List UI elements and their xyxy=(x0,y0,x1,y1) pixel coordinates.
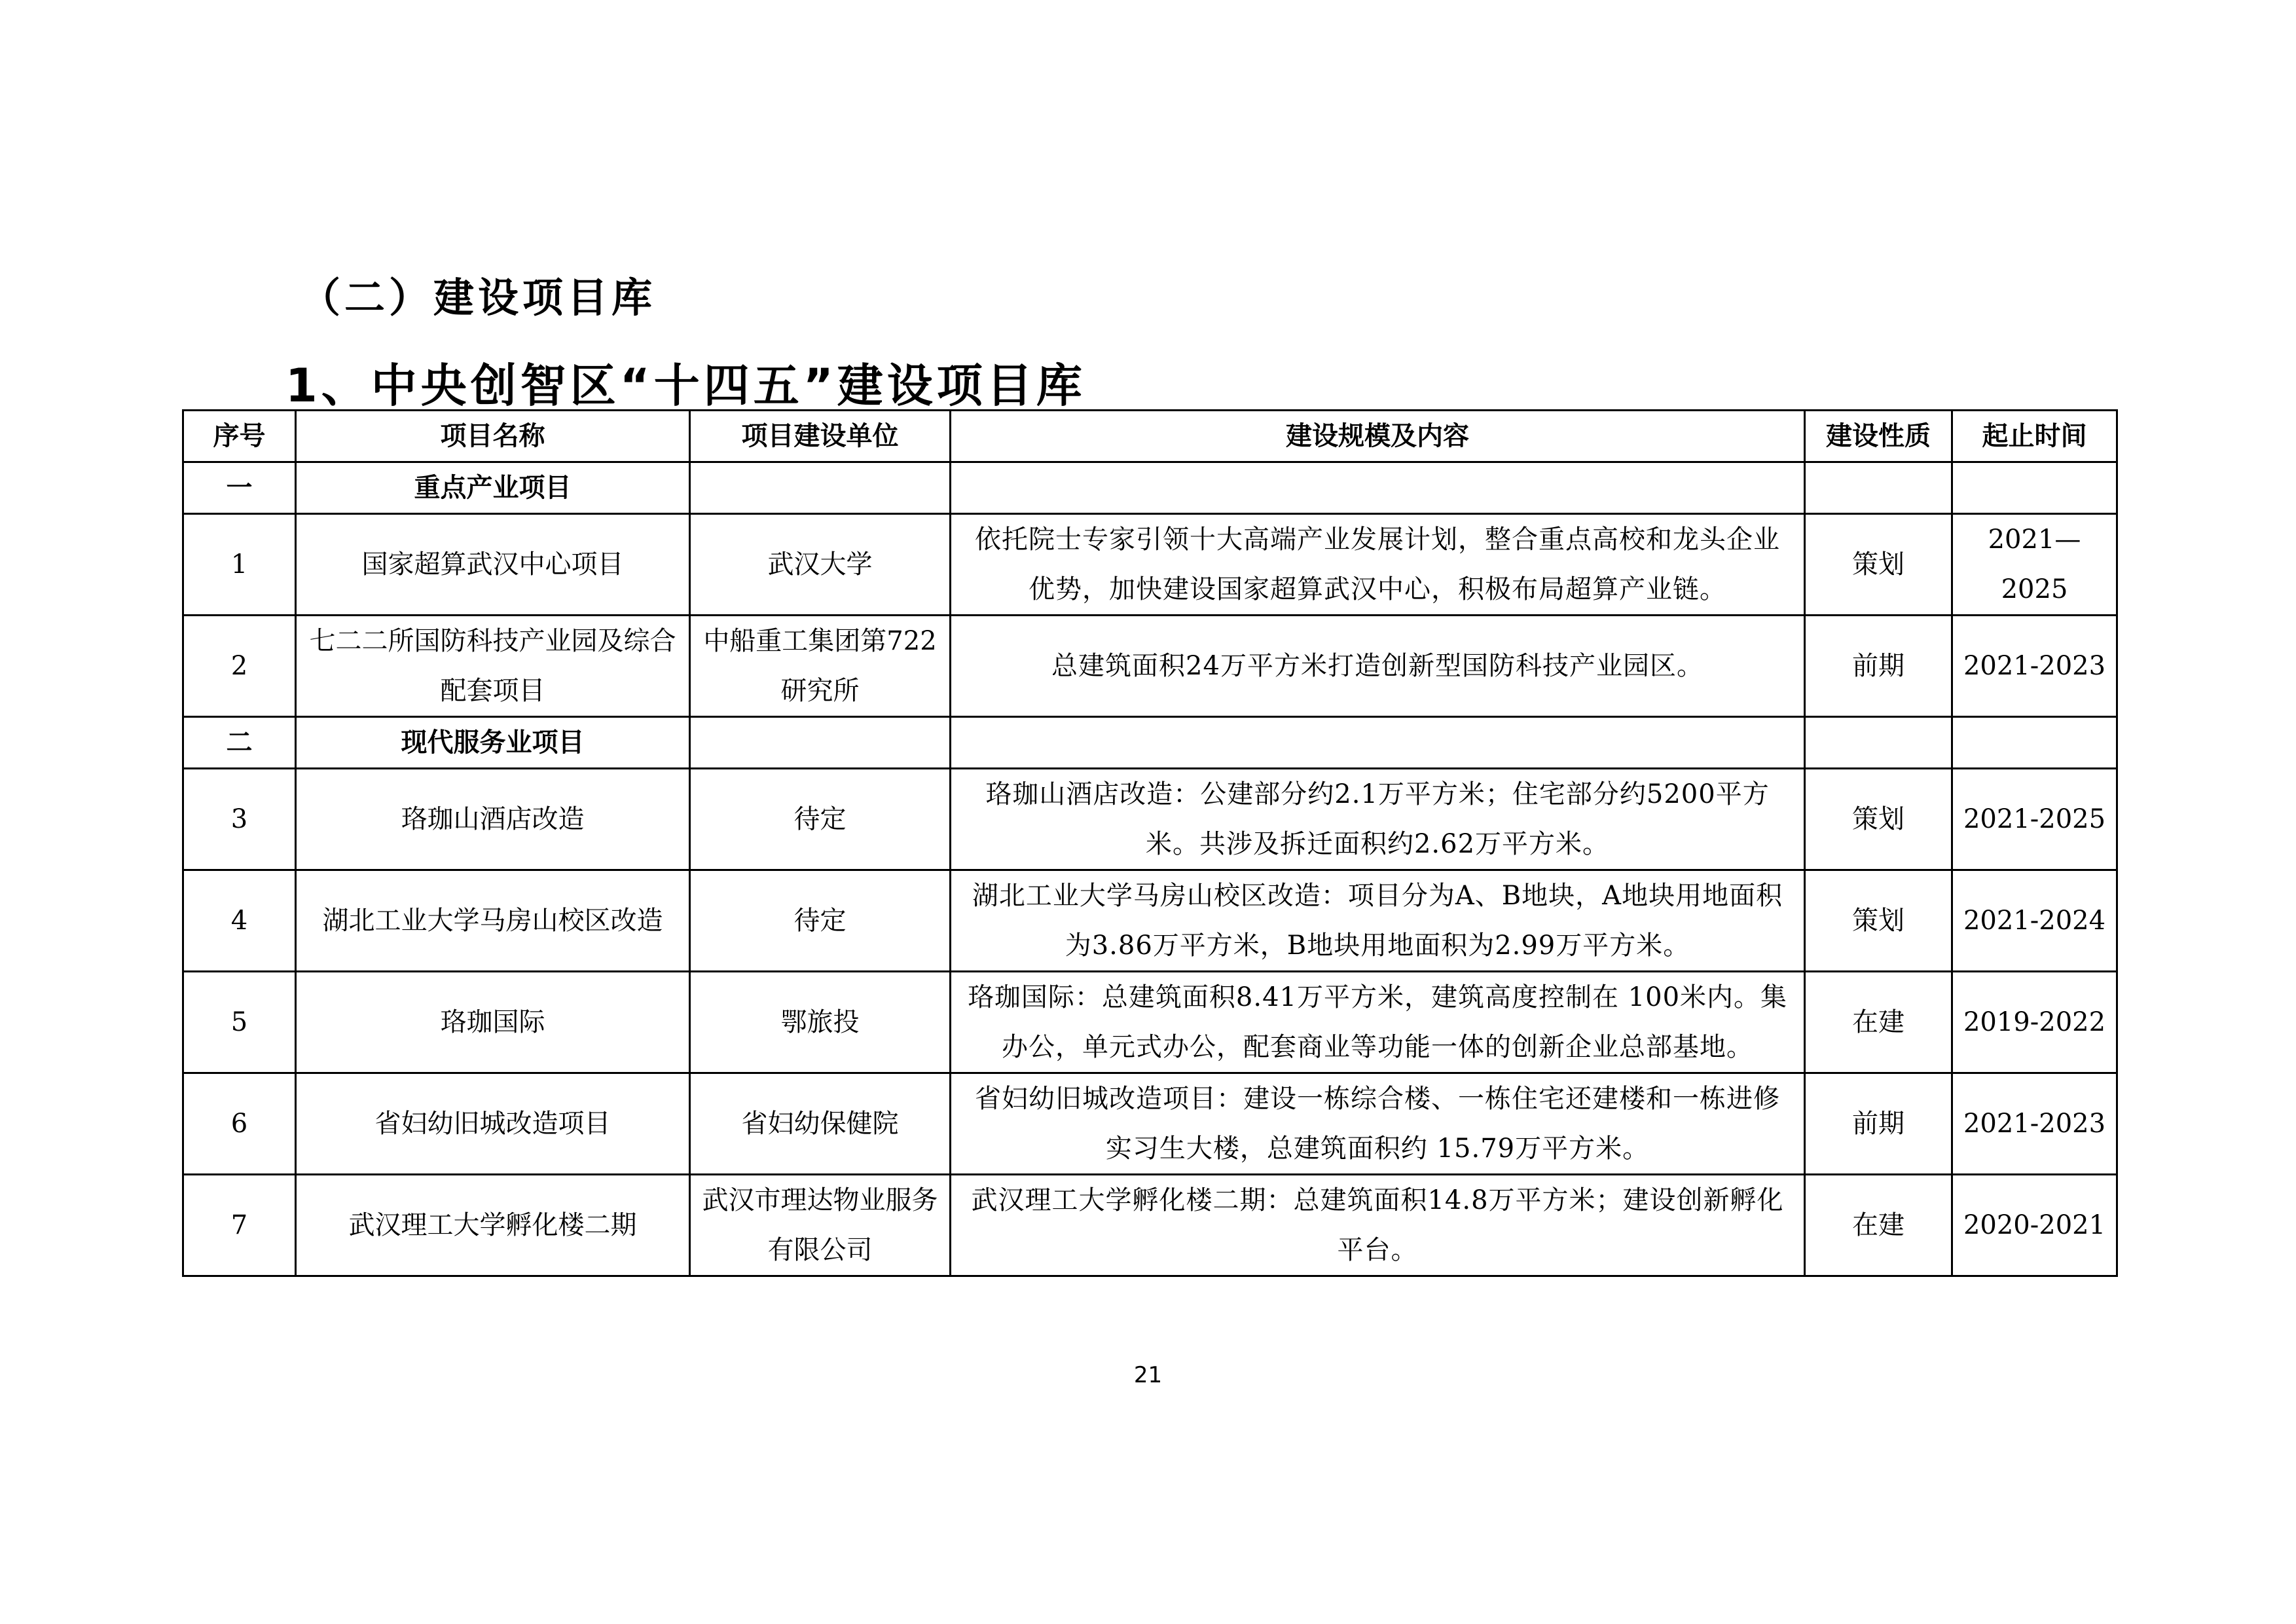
row-period: 2021-2023 xyxy=(1952,1073,2117,1175)
row-name: 湖北工业大学马房山校区改造 xyxy=(296,870,690,972)
row-period: 2021-2023 xyxy=(1952,616,2117,717)
row-nature: 前期 xyxy=(1805,616,1952,717)
project-table xyxy=(182,409,2118,1277)
row-period: 2021-2024 xyxy=(1952,870,2117,972)
row-no: 7 xyxy=(183,1175,296,1276)
row-unit: 武汉市理达物业服务有限公司 xyxy=(690,1175,951,1276)
header-period: 起止时间 xyxy=(1952,411,2117,462)
row-name: 国家超算武汉中心项目 xyxy=(296,514,690,616)
row-unit: 武汉大学 xyxy=(690,514,951,616)
page-number: 21 xyxy=(1133,1362,1163,1388)
table-row xyxy=(183,972,2117,1073)
row-period: 2021-2025 xyxy=(1952,769,2117,870)
row-no: 3 xyxy=(183,769,296,870)
row-unit: 省妇幼保健院 xyxy=(690,1073,951,1175)
row-content: 依托院士专家引领十大高端产业发展计划，整合重点高校和龙头企业优势，加快建设国家超算武汉中心，积极布局超算产业链。 xyxy=(951,514,1805,616)
row-no: 4 xyxy=(183,870,296,972)
table-header-row xyxy=(183,411,2117,462)
row-content: 武汉理工大学孵化楼二期：总建筑面积14.8万平方米；建设创新孵化平台。 xyxy=(951,1175,1805,1276)
row-name: 七二二所国防科技产业园及综合配套项目 xyxy=(296,616,690,717)
row-name: 珞珈国际 xyxy=(296,972,690,1073)
group-label: 重点产业项目 xyxy=(296,462,690,514)
row-period: 2021—2025 xyxy=(1952,514,2117,616)
table-row xyxy=(183,514,2117,616)
row-period: 2019-2022 xyxy=(1952,972,2117,1073)
table-row xyxy=(183,1175,2117,1276)
header-content: 建设规模及内容 xyxy=(951,411,1805,462)
row-period: 2020-2021 xyxy=(1952,1175,2117,1276)
row-nature: 策划 xyxy=(1805,870,1952,972)
table-row xyxy=(183,870,2117,972)
row-no: 5 xyxy=(183,972,296,1073)
header-unit: 项目建设单位 xyxy=(690,411,951,462)
row-content: 总建筑面积24万平方米打造创新型国防科技产业园区。 xyxy=(951,616,1805,717)
row-nature: 在建 xyxy=(1805,1175,1952,1276)
section-heading: （二）建设项目库 xyxy=(300,274,657,322)
row-content: 珞珈国际：总建筑面积8.41万平方米，建筑高度控制在 100米内。集办公，单元式办公，配套商业等功能一体的创新企业总部基地。 xyxy=(951,972,1805,1073)
row-nature: 前期 xyxy=(1805,1073,1952,1175)
table-row xyxy=(183,769,2117,870)
header-name: 项目名称 xyxy=(296,411,690,462)
row-name: 省妇幼旧城改造项目 xyxy=(296,1073,690,1175)
row-name: 珞珈山酒店改造 xyxy=(296,769,690,870)
row-nature: 在建 xyxy=(1805,972,1952,1073)
row-name: 武汉理工大学孵化楼二期 xyxy=(296,1175,690,1276)
row-content: 湖北工业大学马房山校区改造：项目分为A、B地块，A地块用地面积为3.86万平方米，B地块用地面积为2.99万平方米。 xyxy=(951,870,1805,972)
table-row xyxy=(183,616,2117,717)
group-row xyxy=(183,717,2117,769)
row-content: 珞珈山酒店改造：公建部分约2.1万平方米；住宅部分约5200平方米。共涉及拆迁面积约2.62万平方米。 xyxy=(951,769,1805,870)
row-nature: 策划 xyxy=(1805,769,1952,870)
row-no: 2 xyxy=(183,616,296,717)
group-index: 一 xyxy=(183,462,296,514)
group-index: 二 xyxy=(183,717,296,769)
table-title: 1、中央创智区“十四五”建设项目库 xyxy=(285,359,1086,413)
row-no: 1 xyxy=(183,514,296,616)
table-row xyxy=(183,1073,2117,1175)
row-content: 省妇幼旧城改造项目：建设一栋综合楼、一栋住宅还建楼和一栋进修实习生大楼，总建筑面积约 15.79万平方米。 xyxy=(951,1073,1805,1175)
row-unit: 待定 xyxy=(690,870,951,972)
group-row xyxy=(183,462,2117,514)
row-no: 6 xyxy=(183,1073,296,1175)
header-nature: 建设性质 xyxy=(1805,411,1952,462)
row-unit: 鄂旅投 xyxy=(690,972,951,1073)
row-unit: 中船重工集团第722研究所 xyxy=(690,616,951,717)
group-label: 现代服务业项目 xyxy=(296,717,690,769)
row-unit: 待定 xyxy=(690,769,951,870)
header-no: 序号 xyxy=(183,411,296,462)
row-nature: 策划 xyxy=(1805,514,1952,616)
